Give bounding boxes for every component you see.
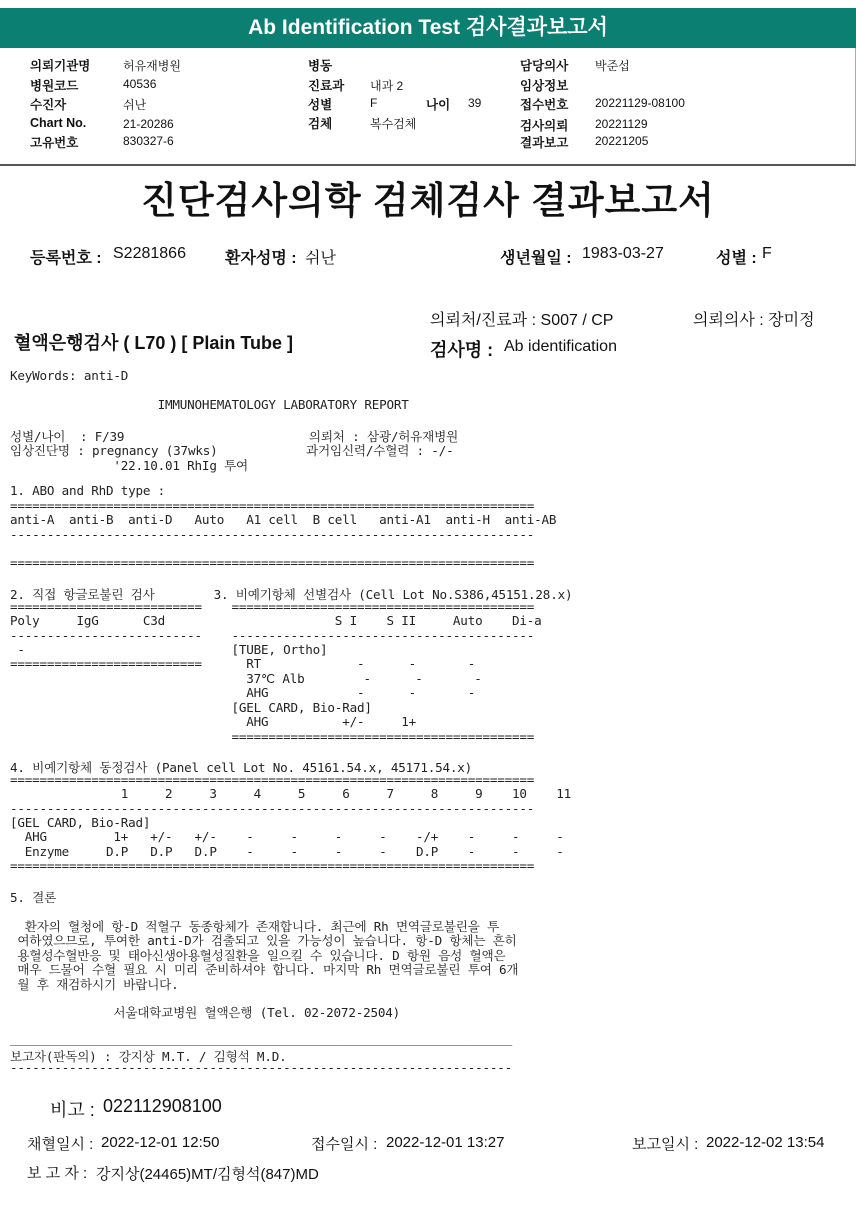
report-line: 여하였으므로, 투여한 anti-D가 검출되고 있을 가능성이 높습니다. 항-D 항체는 흔히 — [10, 933, 517, 949]
report-line: AHG +/- 1+ — [10, 714, 417, 730]
report-line: 2. 직접 항글로불린 검사 3. 비예기항체 선별검사 (Cell Lot No.S386,45151.28.x) — [10, 587, 573, 603]
hospital-code-value: 40536 — [123, 77, 157, 91]
department-label: 진료과 — [308, 79, 345, 93]
report-line: ======================================================================= — [10, 555, 535, 571]
report-line: 37℃ Alb - - - — [10, 670, 482, 686]
report-time-value: 2022-12-02 13:54 — [706, 1134, 825, 1151]
report-line: AHG 1+ +/- +/- - - - - -/+ - - - — [10, 829, 564, 845]
hospital-value: 허유재병원 — [123, 59, 181, 73]
report-banner-title: Ab Identification Test 검사결과보고서 — [0, 8, 856, 48]
report-line: 5. 결론 — [10, 890, 57, 906]
report-line: - [TUBE, Ortho] — [10, 641, 328, 657]
report-line: 용혈성수혈반응 및 태아신생아용혈성질환을 일으킬 수 있습니다. D 항원 음성 혈액은 — [10, 947, 506, 963]
collect-time-value: 2022-12-01 12:50 — [101, 1134, 220, 1151]
dob-value: 1983-03-27 — [582, 245, 664, 262]
report-line: 매우 드물어 수혈 필요 시 미리 준비하셔야 합니다. 마지막 Rh 면역글로불린 투여 6개 — [10, 962, 519, 978]
unique-no-label: 고유번호 — [30, 136, 79, 150]
document-title: 진단검사의학 검체검사 결과보고서 — [141, 180, 715, 221]
patient-name-label: 환자성명 : — [225, 250, 297, 267]
receive-time-label: 접수일시 : — [311, 1136, 378, 1153]
result-date-value: 20221205 — [595, 134, 649, 148]
report-line: Poly IgG C3d S I S II Auto Di-a — [10, 613, 542, 629]
report-line: '22.10.01 RhIg 투여 — [10, 457, 249, 473]
report-line: 4. 비예기항체 동정검사 (Panel cell Lot No. 45161.54.x, 45171.54.x) — [10, 760, 473, 776]
report-line: IMMUNOHEMATOLOGY LABORATORY REPORT — [10, 396, 409, 412]
patient-value: 쉬난 — [123, 98, 147, 112]
report-line: ======================================================================= — [10, 497, 535, 513]
report-line: AHG - - - — [10, 685, 476, 701]
request-department: 의뢰처/진료과 : S007 / CP — [430, 312, 614, 329]
report-line: ========================== ========================================= — [10, 598, 535, 614]
report-time-label: 보고일시 : — [632, 1136, 699, 1153]
report-line: 성별/나이 : F/39 의뢰처 : 삼광/허유재병원 — [10, 428, 459, 444]
report-line: [GEL CARD, Bio-Rad] — [10, 699, 372, 715]
dob-label: 생년월일 : — [500, 250, 572, 267]
report-line: ----------------------------------------------------------------------- — [10, 800, 535, 816]
patient-sex-label: 성별 : — [716, 250, 757, 267]
specimen-value: 복수검체 — [370, 117, 417, 131]
report-line: 1. ABO and RhD type : — [10, 483, 166, 499]
receipt-no-value: 20221129-08100 — [595, 96, 685, 110]
patient-sex-value: F — [762, 245, 772, 262]
age-value: 39 — [468, 96, 482, 110]
specimen-label: 검체 — [308, 117, 333, 131]
receipt-no-label: 접수번호 — [520, 98, 569, 112]
patient-name-value: 쉬난 — [305, 250, 336, 267]
report-line: ======================================================================= — [10, 771, 535, 787]
report-line: ======================================================================= — [10, 858, 535, 874]
report-line: 환자의 혈청에 항-D 적혈구 동종항체가 존재합니다. 최근에 Rh 면역글로불린을 투 — [10, 918, 500, 934]
doctor-value: 박준섭 — [595, 59, 630, 73]
hospital-label: 의뢰기관명 — [30, 59, 91, 73]
report-line: 보고자(판독의) : 강지상 M.T. / 김형석 M.D. — [10, 1048, 287, 1064]
doctor-label: 담당의사 — [520, 59, 569, 73]
report-line: ========================================= — [10, 728, 535, 744]
reporter-label: 보 고 자 : — [27, 1165, 88, 1182]
clinical-info-label: 임상정보 — [520, 79, 569, 93]
sex-value: F — [370, 96, 378, 110]
department-value: 내과 2 — [370, 79, 404, 93]
report-line: ----------------------------------------------------------------------- — [10, 526, 535, 542]
report-line: ____________________________________________________________________ — [10, 1031, 512, 1047]
remark-value: 022112908100 — [103, 1096, 222, 1116]
receive-time-value: 2022-12-01 13:27 — [386, 1134, 505, 1151]
unique-no-value: 830327-6 — [123, 134, 174, 148]
hospital-code-label: 병원코드 — [30, 79, 79, 93]
report-line: Enzyme D.P D.P D.P - - - - D.P - - - — [10, 843, 564, 859]
report-line: 서울대학교병원 혈액은행 (Tel. 02-2072-2504) — [10, 1005, 400, 1021]
report-line: -------------------------------------------------------------------- — [10, 1060, 512, 1076]
collect-time-label: 채혈일시 : — [27, 1136, 94, 1153]
ward-label: 병동 — [308, 59, 333, 73]
test-name-label: 검사명 : — [430, 340, 494, 360]
reg-no-value: S2281866 — [113, 245, 186, 262]
result-date-label: 결과보고 — [520, 136, 569, 150]
sex-label: 성별 — [308, 98, 333, 112]
test-name-value: Ab identification — [504, 338, 617, 355]
request-date-value: 20221129 — [595, 117, 648, 131]
request-doctor: 의뢰의사 : 장미정 — [693, 312, 815, 329]
remark-label: 비고 : — [50, 1100, 95, 1120]
exam-name: 혈액은행검사 ( L70 ) [ Plain Tube ] — [14, 333, 294, 353]
reporter-value: 강지상(24465)MT/김형석(847)MD — [96, 1166, 319, 1183]
chart-no-label: Chart No. — [30, 116, 87, 130]
patient-label: 수진자 — [30, 98, 67, 112]
report-line: 1 2 3 4 5 6 7 8 9 10 11 — [10, 786, 572, 802]
chart-no-value: 21-20286 — [123, 117, 174, 131]
age-label: 나이 — [426, 98, 451, 112]
report-line: 임상진단명 : pregnancy (37wks) 과거임신력/수혈력 : -/- — [10, 443, 454, 459]
request-date-label: 검사의뢰 — [520, 119, 569, 133]
reg-no-label: 등록번호 : — [30, 250, 102, 267]
report-line: 월 후 재검하시기 바랍니다. — [10, 976, 179, 992]
report-line: KeyWords: anti-D — [10, 368, 129, 383]
report-line: [GEL CARD, Bio-Rad] — [10, 815, 151, 831]
report-line: -------------------------- ----------------------------------------- — [10, 627, 535, 643]
report-line: anti-A anti-B anti-D Auto A1 cell B cell anti-A1 anti-H anti-AB — [10, 512, 557, 528]
report-line: ========================== RT - - - — [10, 656, 476, 672]
